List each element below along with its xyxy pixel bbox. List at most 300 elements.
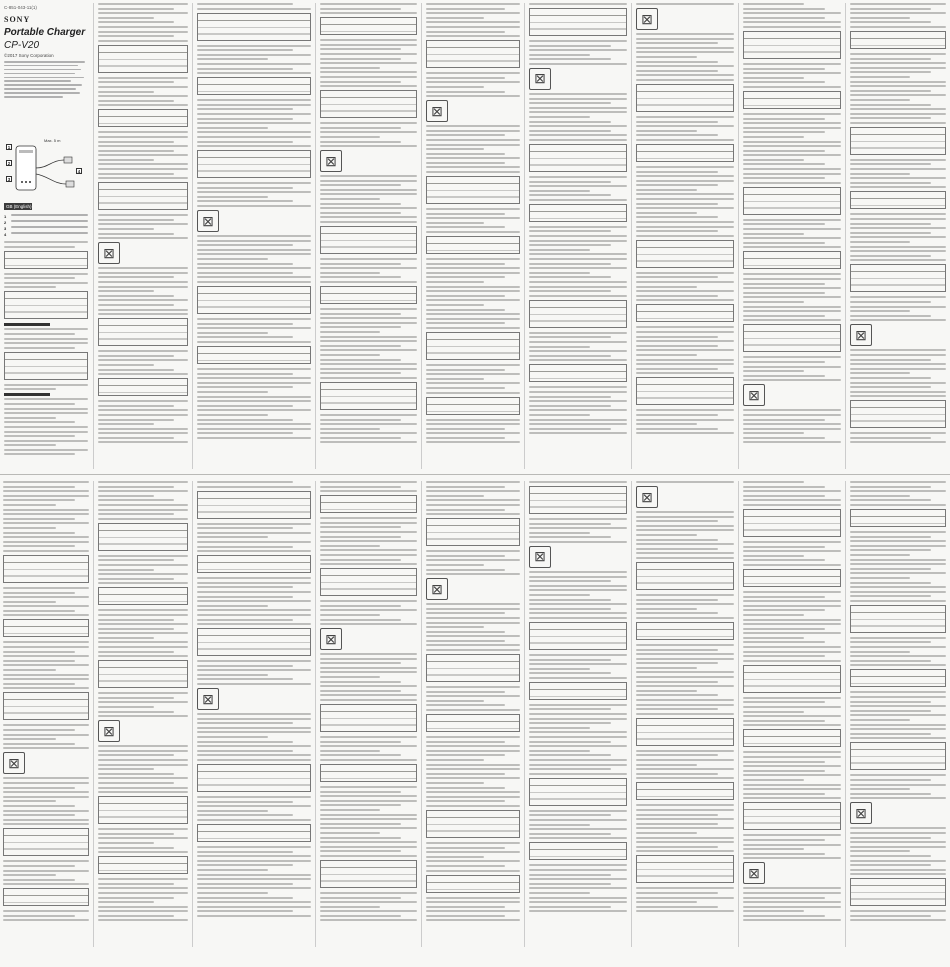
text-line	[743, 853, 825, 855]
text-line	[529, 541, 627, 543]
text-line	[636, 116, 734, 118]
spec-table	[98, 587, 188, 605]
text-line	[197, 419, 293, 421]
text-line	[426, 564, 484, 566]
text-line	[850, 691, 946, 693]
text-line	[529, 346, 590, 348]
text-line	[197, 205, 311, 207]
text-line	[98, 77, 188, 79]
text-line	[636, 516, 734, 518]
text-line	[3, 486, 75, 488]
spec-table	[426, 176, 520, 204]
text-line	[636, 139, 734, 141]
text-line	[98, 614, 188, 616]
text-line	[636, 230, 718, 232]
text-line	[743, 233, 804, 235]
text-line	[636, 409, 734, 411]
text-line	[743, 641, 825, 643]
text-line	[320, 892, 417, 894]
text-line	[529, 130, 611, 132]
text-line	[743, 8, 825, 10]
callout-1: 1	[7, 145, 11, 150]
text-line	[3, 669, 56, 671]
text-line	[850, 486, 931, 488]
text-line	[743, 113, 841, 115]
crossed-out-bin-icon: ⊠	[850, 324, 872, 346]
text-line	[3, 738, 56, 740]
text-line	[98, 573, 188, 575]
text-line	[320, 786, 417, 788]
text-line	[98, 878, 188, 880]
text-line	[426, 21, 520, 23]
text-line	[197, 731, 311, 733]
text-line	[320, 313, 401, 315]
text-line	[426, 217, 520, 219]
text-line	[197, 745, 311, 747]
text-line	[636, 832, 697, 834]
text-line	[636, 814, 718, 816]
crossed-out-bin-icon: ⊠	[320, 150, 342, 172]
text-line	[529, 745, 627, 747]
text-line	[850, 779, 931, 781]
text-line	[636, 340, 734, 342]
text-line	[529, 355, 611, 357]
text-line	[426, 322, 505, 324]
text-line	[197, 727, 311, 729]
text-line	[529, 181, 611, 183]
text-line	[743, 150, 825, 152]
text-line	[426, 622, 520, 624]
text-line	[197, 240, 311, 242]
text-line	[98, 490, 188, 492]
text-line	[850, 159, 946, 161]
text-line	[98, 906, 188, 908]
text-line	[320, 517, 417, 519]
text-line	[426, 490, 520, 492]
callout-3: 3	[7, 177, 11, 182]
text-line	[850, 591, 946, 593]
text-line	[743, 770, 825, 772]
text-line	[197, 276, 311, 278]
text-line	[98, 40, 188, 42]
text-line	[426, 77, 505, 79]
text-line	[320, 127, 401, 129]
text-line	[426, 162, 505, 164]
text-line	[197, 878, 311, 880]
text-line	[850, 391, 946, 393]
text-line	[743, 17, 825, 19]
text-line	[320, 559, 401, 561]
spec-table	[197, 628, 311, 656]
text-line	[98, 495, 154, 497]
text-line	[320, 141, 401, 143]
text-line	[426, 157, 520, 159]
text-line	[426, 626, 484, 628]
text-line	[743, 774, 841, 776]
text-line	[850, 910, 946, 912]
text-line	[529, 419, 627, 421]
text-line	[320, 145, 417, 147]
text-line	[529, 731, 627, 733]
spec-table	[98, 796, 188, 824]
crossed-out-bin-icon: ⊠	[743, 384, 765, 406]
text-line	[98, 12, 188, 14]
text-line	[197, 263, 293, 265]
text-line	[98, 350, 188, 352]
text-line	[529, 901, 627, 903]
text-line	[98, 295, 174, 297]
text-line	[197, 373, 293, 375]
text-line	[850, 223, 931, 225]
text-line	[850, 218, 946, 220]
text-line	[426, 860, 520, 862]
spec-table	[197, 555, 311, 573]
text-line	[426, 153, 505, 155]
text-line	[850, 26, 946, 28]
spec-table	[426, 810, 520, 838]
text-line	[197, 541, 311, 543]
text-line	[426, 856, 484, 858]
text-line	[636, 750, 734, 752]
text-line	[3, 910, 89, 912]
text-column	[633, 481, 737, 947]
text-line	[426, 369, 505, 371]
spec-table	[98, 378, 188, 396]
text-column	[423, 3, 523, 469]
text-line	[320, 207, 417, 209]
text-line	[850, 586, 946, 588]
text-line	[197, 669, 311, 671]
text-line	[850, 490, 946, 492]
crossed-out-bin-icon: ⊠	[636, 486, 658, 508]
text-line	[426, 573, 520, 575]
text-line	[529, 244, 611, 246]
text-line	[197, 400, 311, 402]
text-line	[320, 841, 417, 843]
text-line	[320, 690, 401, 692]
text-line	[197, 609, 311, 611]
text-line	[743, 437, 825, 439]
text-line	[743, 915, 825, 917]
text-line	[636, 359, 734, 361]
text-line	[98, 214, 188, 216]
text-line	[850, 559, 946, 561]
text-line	[850, 832, 946, 834]
text-line	[743, 141, 841, 143]
text-line	[197, 819, 311, 821]
text-line	[743, 319, 841, 321]
text-line	[426, 640, 505, 642]
text-line	[3, 614, 89, 616]
text-line	[320, 694, 417, 696]
text-line	[636, 184, 718, 186]
crossed-out-bin-icon: ⊠	[850, 802, 872, 824]
text-line	[197, 605, 268, 607]
text-line	[529, 810, 627, 812]
text-line	[850, 85, 946, 87]
text-line	[320, 359, 401, 361]
text-line	[3, 782, 89, 784]
spec-table	[320, 764, 417, 782]
text-line	[426, 392, 520, 394]
text-line	[98, 369, 174, 371]
text-line	[426, 486, 505, 488]
text-line	[197, 3, 293, 5]
text-line	[320, 554, 417, 556]
text-line	[743, 614, 804, 616]
text-line	[636, 804, 734, 806]
text-line	[636, 837, 734, 839]
text-line	[98, 141, 174, 143]
text-line	[3, 641, 89, 643]
text-line	[3, 787, 75, 789]
text-line	[529, 617, 627, 619]
text-line	[529, 837, 627, 839]
text-line	[197, 336, 293, 338]
text-line	[850, 315, 931, 317]
text-line	[529, 754, 611, 756]
spec-table	[320, 226, 417, 254]
text-line	[98, 559, 174, 561]
text-line	[529, 599, 611, 601]
text-line	[197, 713, 311, 715]
text-line	[529, 576, 627, 578]
text-line	[3, 800, 56, 802]
text-line	[98, 768, 154, 770]
text-line	[426, 842, 520, 844]
text-line	[98, 791, 188, 793]
text-line	[3, 805, 75, 807]
text-line	[850, 94, 946, 96]
sheet-top-half	[0, 0, 950, 472]
text-line	[850, 504, 946, 506]
text-line	[426, 612, 505, 614]
text-line	[743, 660, 841, 662]
text-line	[98, 887, 188, 889]
spec-table	[850, 400, 946, 428]
text-line	[426, 226, 505, 228]
text-line	[529, 764, 627, 766]
text-line	[3, 777, 89, 779]
text-line	[197, 536, 268, 538]
text-line	[426, 773, 505, 775]
text-line	[426, 125, 520, 127]
text-line	[529, 527, 627, 529]
spec-table	[743, 324, 841, 352]
text-line	[197, 235, 311, 237]
text-line	[426, 327, 520, 329]
text-line	[743, 145, 841, 147]
text-line	[636, 608, 697, 610]
text-line	[850, 572, 946, 574]
text-line	[98, 31, 188, 33]
text-line	[98, 150, 174, 152]
text-line	[850, 495, 910, 497]
text-line	[743, 623, 841, 625]
text-line	[320, 216, 417, 218]
text-line	[529, 176, 627, 178]
text-line	[743, 306, 841, 308]
text-line	[426, 782, 484, 784]
text-line	[98, 286, 188, 288]
text-line	[529, 571, 627, 573]
text-line	[850, 915, 931, 917]
spec-table	[320, 382, 417, 410]
spec-table	[850, 264, 946, 292]
text-line	[98, 237, 188, 239]
text-line	[98, 609, 188, 611]
text-line	[98, 641, 188, 643]
text-line	[426, 700, 484, 702]
spec-table	[529, 682, 627, 700]
text-line	[197, 660, 311, 662]
text-line	[98, 851, 188, 853]
text-line	[98, 764, 188, 766]
text-line	[197, 851, 293, 853]
text-line	[3, 504, 56, 506]
text-line	[636, 281, 734, 283]
text-line	[320, 58, 401, 60]
text-line	[850, 568, 931, 570]
text-line	[197, 391, 268, 393]
text-line	[3, 518, 75, 520]
text-line	[3, 747, 89, 749]
text-line	[320, 122, 417, 124]
text-line	[850, 354, 946, 356]
text-line	[529, 814, 611, 816]
text-line	[98, 400, 188, 402]
text-line	[636, 543, 734, 545]
text-line	[636, 529, 734, 531]
text-line	[636, 368, 718, 370]
text-line	[850, 319, 946, 321]
text-line	[320, 531, 417, 533]
text-line	[529, 759, 627, 761]
text-line	[850, 395, 946, 397]
text-line	[850, 651, 910, 653]
text-line	[743, 432, 804, 434]
text-line	[743, 711, 804, 713]
spec-table	[98, 109, 188, 127]
text-line	[743, 423, 841, 425]
text-line	[197, 855, 311, 857]
text-line	[197, 136, 311, 138]
text-line	[320, 76, 417, 78]
text-line	[197, 58, 268, 60]
text-line	[529, 874, 611, 876]
text-line	[636, 38, 734, 40]
spec-table	[529, 622, 627, 650]
text-line	[743, 246, 841, 248]
text-line	[98, 883, 174, 885]
text-line	[636, 428, 718, 430]
text-line	[320, 536, 401, 538]
text-line	[636, 61, 718, 63]
text-line	[426, 208, 520, 210]
text-line	[529, 722, 611, 724]
text-line	[197, 586, 293, 588]
text-line	[850, 724, 946, 726]
text-line	[529, 727, 590, 729]
text-line	[197, 200, 293, 202]
text-line	[743, 419, 825, 421]
text-line	[426, 691, 505, 693]
text-line	[636, 203, 718, 205]
text-line	[98, 154, 188, 156]
text-line	[636, 42, 718, 44]
text-line	[743, 366, 841, 368]
text-line	[529, 54, 590, 56]
text-line	[197, 718, 311, 720]
spec-table	[529, 486, 627, 514]
text-line	[850, 90, 931, 92]
text-line	[743, 655, 825, 657]
text-line	[98, 136, 188, 138]
text-line	[320, 193, 417, 195]
text-line	[850, 837, 931, 839]
text-line	[320, 827, 417, 829]
spec-table	[426, 397, 520, 415]
text-line	[426, 432, 520, 434]
features-list	[4, 213, 88, 237]
text-line	[743, 490, 841, 492]
text-line	[850, 359, 931, 361]
text-line	[3, 495, 89, 497]
text-line	[636, 713, 734, 715]
text-line	[426, 213, 505, 215]
text-line	[743, 897, 825, 899]
text-line	[743, 546, 825, 548]
text-line	[98, 419, 174, 421]
text-line	[197, 678, 293, 680]
text-line	[636, 534, 697, 536]
text-line	[197, 122, 311, 124]
text-line	[197, 810, 268, 812]
text-line	[98, 267, 188, 269]
spec-table	[426, 875, 520, 893]
text-line	[743, 223, 825, 225]
text-line	[426, 870, 520, 872]
text-line	[743, 163, 825, 165]
text-line	[320, 906, 380, 908]
text-line	[743, 906, 841, 908]
text-line	[743, 901, 841, 903]
text-line	[197, 45, 311, 47]
text-line	[197, 131, 311, 133]
text-line	[743, 765, 841, 767]
text-line	[850, 349, 946, 351]
text-line	[320, 549, 417, 551]
text-line	[320, 653, 417, 655]
text-line	[636, 121, 718, 123]
text-line	[426, 387, 505, 389]
text-line	[529, 887, 627, 889]
text-line	[743, 379, 841, 381]
spec-table	[850, 605, 946, 633]
text-line	[197, 796, 311, 798]
spec-table	[98, 856, 188, 874]
text-line	[320, 317, 417, 319]
text-line	[197, 523, 311, 525]
text-line	[529, 741, 611, 743]
document-id: C-851-043-11(1)	[4, 5, 37, 10]
text-line	[529, 98, 627, 100]
text-line	[529, 481, 627, 483]
text-line	[743, 414, 841, 416]
text-line	[426, 910, 520, 912]
spec-table	[426, 332, 520, 360]
text-line	[636, 221, 734, 223]
